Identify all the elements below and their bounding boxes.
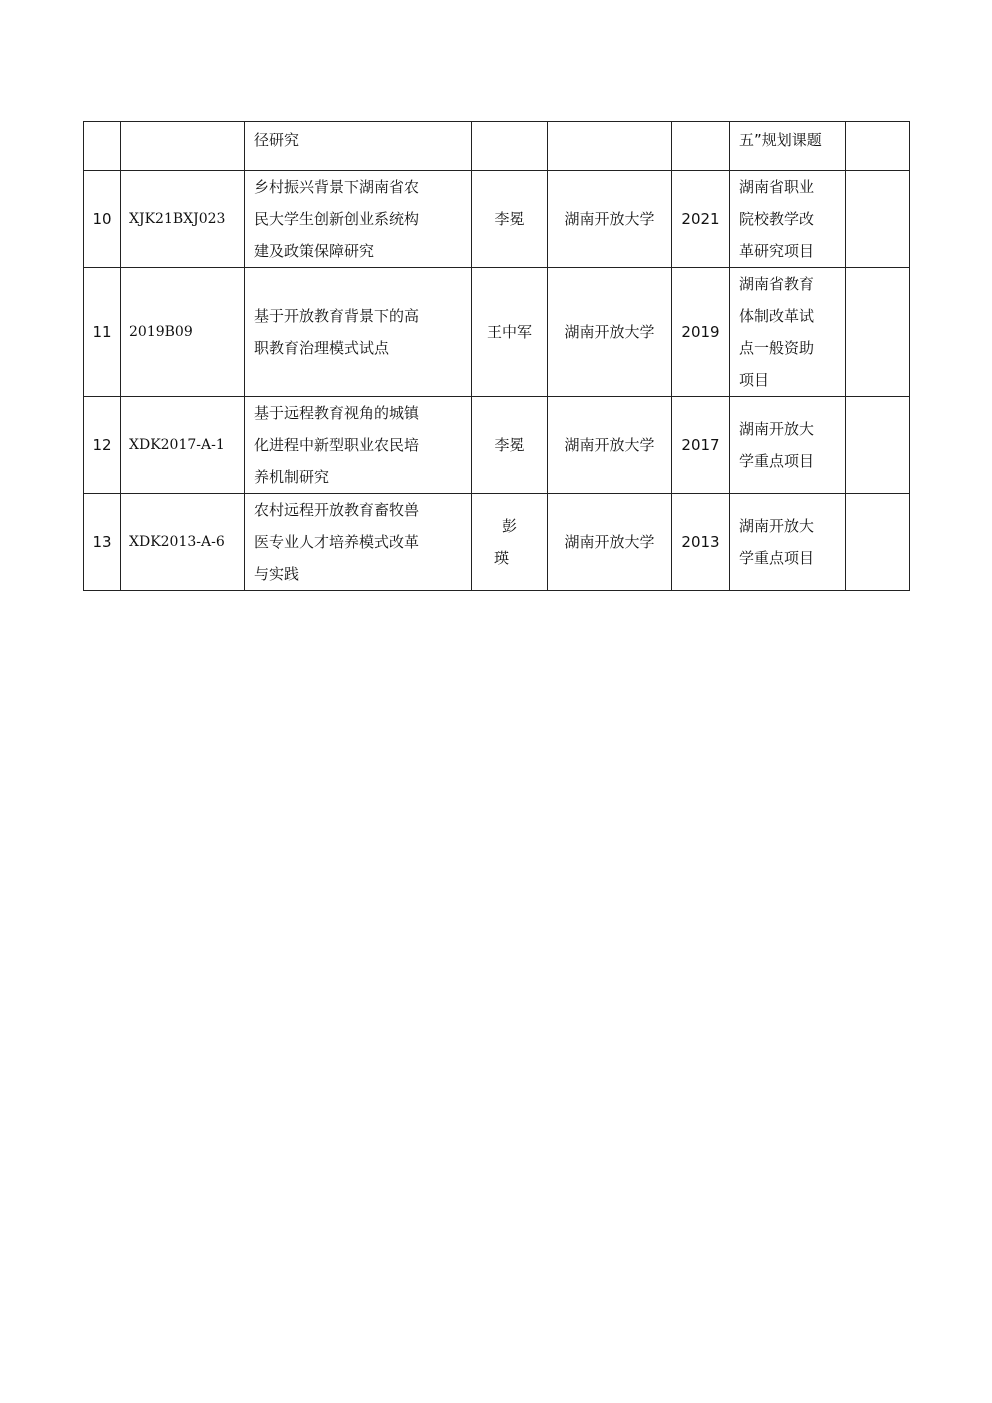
unit-cell: 湖南开放大学 (548, 397, 672, 494)
project-name-cell (245, 171, 472, 268)
project-name-line: 与实践 (254, 565, 300, 583)
project-type-line: 革研究项目 (739, 242, 815, 260)
project-name-line: 径研究 (254, 131, 300, 149)
row-index-cell: 11 (84, 268, 121, 397)
unit-cell: 湖南开放大学 (548, 494, 672, 591)
project-type-line: 学重点项目 (739, 549, 815, 567)
project-type-line: 湖南开放大 (739, 517, 815, 535)
project-type-line: 学重点项目 (739, 452, 815, 470)
project-type-cell (730, 397, 846, 494)
project-name-cell (245, 494, 472, 591)
project-type-cell (730, 171, 846, 268)
row-index-cell (84, 122, 121, 171)
project-code-cell: XJK21BXJ023 (121, 171, 245, 268)
project-name-line: 建及政策保障研究 (254, 242, 375, 260)
project-code-cell: XDK2013-A-6 (121, 494, 245, 591)
year-cell: 2019 (672, 268, 730, 397)
person-cell: 李冕 (472, 397, 548, 494)
project-name-line: 化进程中新型职业农民培 (254, 436, 420, 454)
unit-cell: 湖南开放大学 (548, 268, 672, 397)
note-cell (846, 268, 910, 397)
row-index-cell: 10 (84, 171, 121, 268)
project-type-line: 五”规划课题 (739, 131, 822, 149)
project-type-line: 院校教学改 (739, 210, 815, 228)
project-type-line: 点一般资助 (739, 339, 815, 357)
table-row (84, 268, 910, 397)
year-cell: 2017 (672, 397, 730, 494)
project-type-cell (730, 268, 846, 397)
project-name-line: 乡村振兴背景下湖南省农 (254, 178, 420, 196)
project-code-cell: 2019B09 (121, 268, 245, 397)
year-cell: 2013 (672, 494, 730, 591)
project-type-line: 体制改革试 (739, 307, 815, 325)
project-type-line: 湖南省教育 (739, 275, 815, 293)
note-cell (846, 494, 910, 591)
project-type-cell (730, 122, 846, 171)
project-name-cell (245, 122, 472, 171)
row-index-cell: 12 (84, 397, 121, 494)
person-cell (472, 494, 548, 591)
note-cell (846, 397, 910, 494)
person-name: 彭瑛 (493, 517, 533, 567)
project-name-line: 养机制研究 (254, 468, 330, 486)
project-name-line: 基于开放教育背景下的高 (254, 307, 420, 325)
unit-cell (548, 122, 672, 171)
person-cell (472, 122, 548, 171)
table-row (84, 171, 910, 268)
person-cell: 王中军 (472, 268, 548, 397)
project-type-cell (730, 494, 846, 591)
project-table (83, 121, 910, 591)
table-row (84, 494, 910, 591)
project-name-cell (245, 397, 472, 494)
project-type-line: 项目 (739, 371, 770, 389)
table-row (84, 122, 910, 171)
project-code-cell (121, 122, 245, 171)
project-name-cell (245, 268, 472, 397)
year-cell: 2021 (672, 171, 730, 268)
table-row (84, 397, 910, 494)
year-cell (672, 122, 730, 171)
project-name-line: 医专业人才培养模式改革 (254, 533, 420, 551)
note-cell (846, 171, 910, 268)
project-type-line: 湖南省职业 (739, 178, 815, 196)
unit-cell: 湖南开放大学 (548, 171, 672, 268)
project-name-line: 基于远程教育视角的城镇 (254, 404, 420, 422)
project-code-cell: XDK2017-A-1 (121, 397, 245, 494)
project-type-line: 湖南开放大 (739, 420, 815, 438)
row-index-cell: 13 (84, 494, 121, 591)
project-name-line: 农村远程开放教育畜牧兽 (254, 501, 420, 519)
person-cell: 李冕 (472, 171, 548, 268)
project-name-line: 民大学生创新创业系统构 (254, 210, 420, 228)
project-name-line: 职教育治理模式试点 (254, 339, 390, 357)
note-cell (846, 122, 910, 171)
